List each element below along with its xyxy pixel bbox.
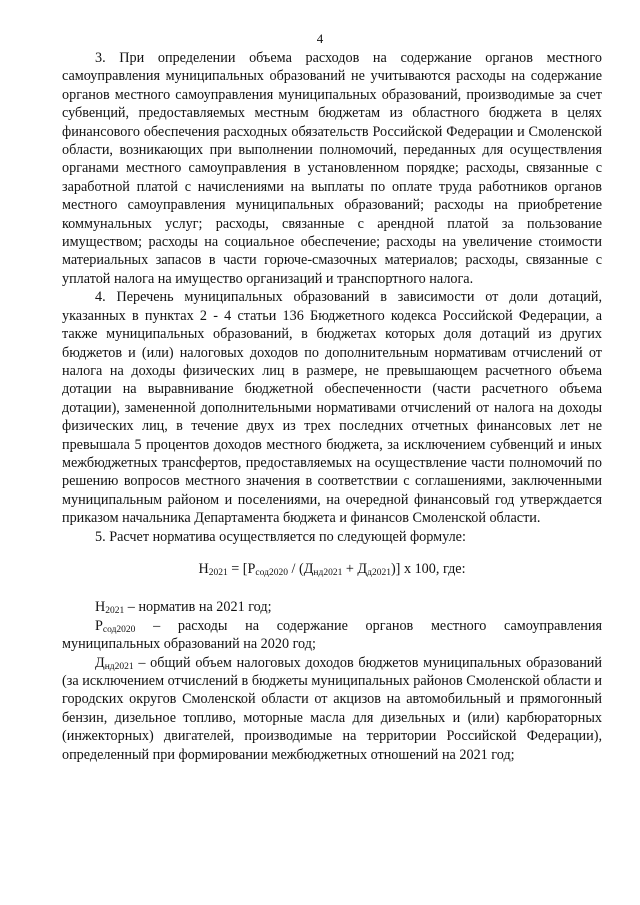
definition-symbol: Д [95,654,105,671]
definition-subscript: нд2021 [104,661,134,672]
formula-eq: = [Р [227,560,256,577]
definition-rsod2020 [62,617,602,654]
paragraph-5: 5. Расчет норматива осуществляется по следующей формуле: [95,528,466,545]
definition-subscript: 2021 [105,606,125,617]
formula-div: / (Д [287,560,314,577]
definition-symbol: Н [95,599,106,616]
formula-h-sub: 2021 [208,567,228,578]
formula-dd-sub: д2021 [367,567,391,578]
formula [62,560,602,578]
formula-h: Н [198,560,209,577]
formula-r-sub: сод2020 [255,567,288,578]
definition-text: – расходы на содержание органов местного самоуправления муниципальных образований на 2020 год; [62,617,602,653]
definition-text: – общий объем налоговых доходов бюджетов муниципальных образований (за исключением отчислений в бюджеты муниципальных районов Смоленской области и городских округов Смоленской области от акцизов на автомобильный и прямогонный бензин, дизельное топливо, моторные масла для дизельных и (или) карбюраторных (инжекторных) двигателей, производимые на территории Российской Федерации), определенный при формировании межбюджетных отношений на 2021 год; [62,654,602,763]
formula-plus: + Д [342,560,368,577]
page-number: 4 [316,31,324,46]
definition-dnd2021 [62,654,602,764]
paragraph-4: 4. Перечень муниципальных образований в зависимости от доли дотаций, указанных в пунктах 2 - 4 статьи 136 Бюджетного кодекса Российской Федерации, а также муниципальных образований, в бюджетах которых доля дотаций из других бюджетов и (или) налоговых доходов по дополнительным нормативам отчислений от налога на доходы физических лиц в размере, не превышающем расчетного объема дотации на выравнивание бюджетной обеспеченности (части расчетного объема дотации), замененной дополнительными нормативами отчислений от налога на доходы физических лиц, в течение двух из трех последних отчетных финансовых лет не превышала 5 процентов доходов местного бюджета, за исключением субвенций и иных межбюджетных трансфертов, предоставляемых на осуществление части полномочий по решению вопросов местного значения в соответствии с соглашениями, заключенными муниципальным районом и поселениями, на очередной финансовый год утверждается приказом начальника Департамента бюджета и финансов Смоленской области. [62,289,602,527]
definition-text: – норматив на 2021 год; [124,599,272,616]
document-body [62,49,602,764]
definition-symbol: Р [95,617,103,634]
definition-subscript: сод2020 [102,624,136,635]
formula-close: )] х 100, где: [390,560,466,577]
formula-dnd-sub: нд2021 [313,567,343,578]
definition-h2021 [62,598,602,616]
paragraph-3: 3. При определении объема расходов на содержание органов местного самоуправления муниципальных образований не учитываются расходы на содержание органов местного самоуправления муниципальных образований, производимые за счет субвенций, предоставляемых местным бюджетам из областного бюджета в целях финансового обеспечения расходных обязательств Российской Федерации и Смоленской области, возникающих при выполнении полномочий, переданных для осуществления органами местного самоуправления в установленном порядке; расходы, связанные с заработной платой с начислениями на выплаты по оплате труда работников органов местного самоуправления муниципальных образований; расходы на приобретение коммунальных услуг; расходы, связанные с арендной платой за пользование имуществом; расходы на социальное обеспечение; расходы на увеличение стоимости материальных запасов в части горюче-смазочных материалов; расходы, связанные с уплатой налога на имущество организаций и транспортного налога. [62,50,602,287]
